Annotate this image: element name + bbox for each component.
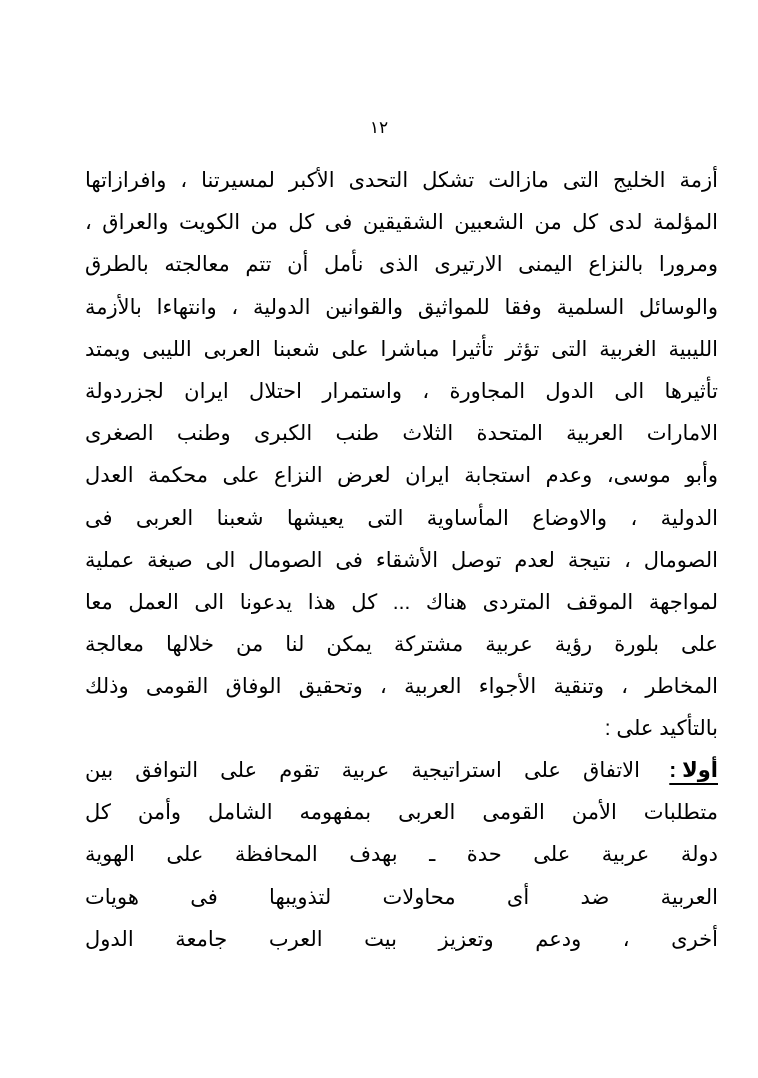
paragraph <box>85 160 718 751</box>
paragraph-line: لمواجهة الموقف المتردى هناك ... كل هذا يدعونا الى العمل معا <box>85 590 718 614</box>
list-item-first <box>85 750 718 961</box>
paragraph-line: الدولية ، والاوضاع المأساوية التى يعيشها شعبنا العربى فى <box>85 506 718 530</box>
paragraph-line: وأبو موسى، وعدم استجابة ايران لعرض النزاع على محكمة العدل <box>85 464 718 488</box>
paragraph-line: الامارات العربية المتحدة الثلاث طنب الكبرى وطنب الصغرى <box>85 422 718 446</box>
paragraph-line: المؤلمة لدى كل من الشعبين الشقيقين فى كل من الكويت والعراق ، <box>85 211 718 235</box>
item-line: متطلبات الأمن القومى العربى بمفهومه الشامل وأمن كل <box>85 801 718 825</box>
item-line: العربية ضد أى محاولات لتذويبها فى هويات <box>85 885 718 909</box>
paragraph-line: الصومال ، نتيجة لعدم توصل الأشقاء فى الصومال الى صيغة عملية <box>85 548 718 572</box>
paragraph-line: تأثيرها الى الدول المجاورة ، واستمرار احتلال ايران لجزردولة <box>85 379 718 403</box>
paragraph-line: المخاطر ، وتنقية الأجواء العربية ، وتحقيق الوفاق القومى وذلك <box>85 675 718 699</box>
paragraph-line: على بلورة رؤية عربية مشتركة يمكن لنا من خلالها معالجة <box>85 633 718 657</box>
paragraph-line: والوسائل السلمية وفقا للمواثيق والقوانين الدولية ، وانتهاءا بالأزمة <box>85 295 718 319</box>
paragraph-line: بالتأكيد على : <box>604 717 718 741</box>
item-line: أخرى ، ودعم وتعزيز بيت العرب جامعة الدول <box>85 927 718 951</box>
paragraph-line: ومرورا بالنزاع اليمنى الارتيرى الذى نأمل أن تتم معالجته بالطرق <box>85 253 718 277</box>
item-line: دولة عربية على حدة ـ بهدف المحافظة على الهوية <box>85 843 718 867</box>
item-label: أولا : <box>669 759 718 782</box>
paragraph-line: أزمة الخليج التى مازالت تشكل التحدى الأكبر لمسيرتنا ، وافرازاتها <box>85 169 718 192</box>
page-number: ١٢ <box>369 118 389 137</box>
paragraph-line: الليبية الغربية التى تؤثر تأثيرا مباشرا على شعبنا العربى الليبى ويمتد <box>85 337 718 361</box>
item-line: الاتفاق على استراتيجية عربية تقوم على التوافق بين <box>85 759 640 782</box>
